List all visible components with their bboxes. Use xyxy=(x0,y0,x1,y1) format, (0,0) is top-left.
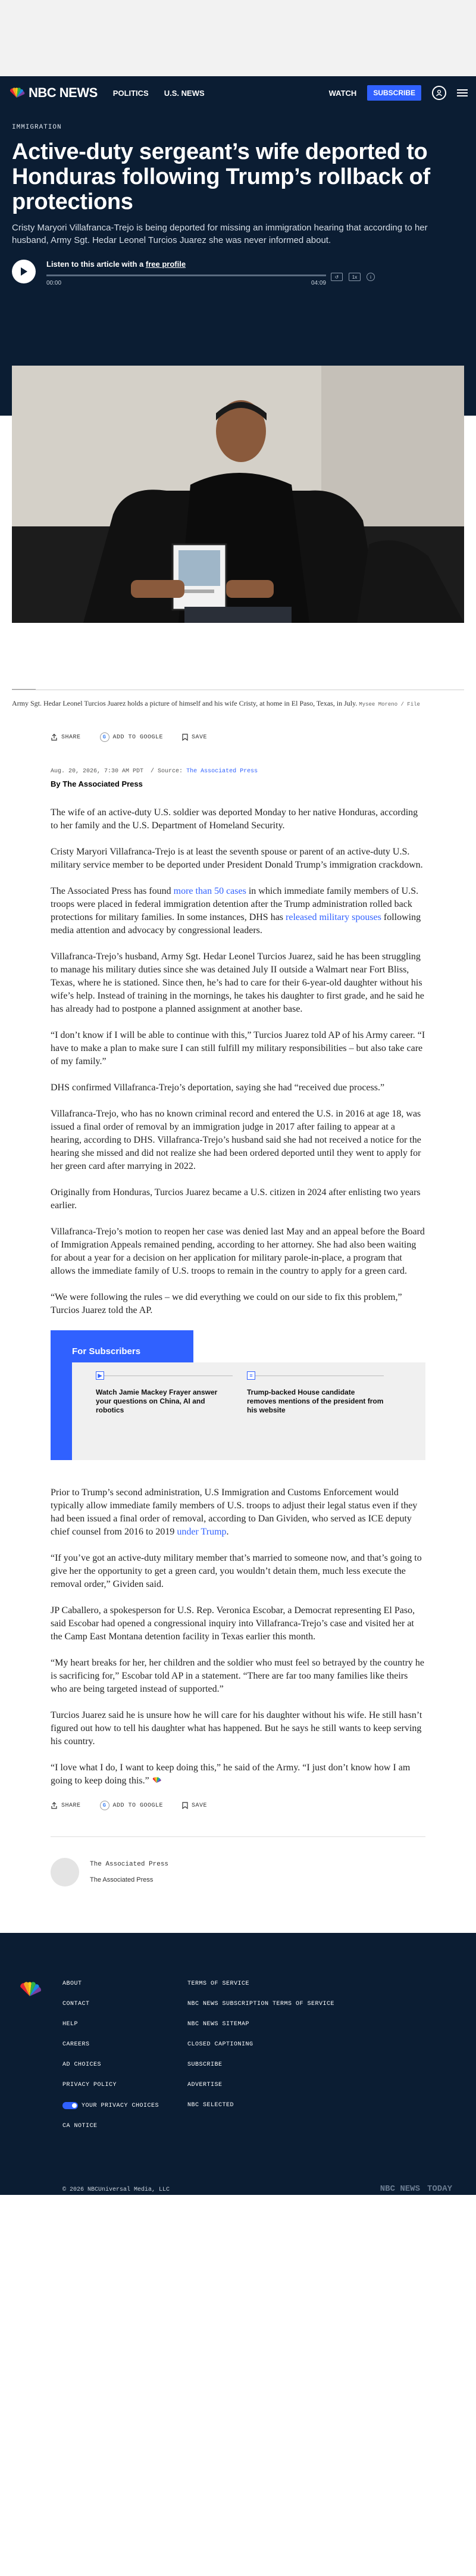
save-label: SAVE xyxy=(192,734,208,741)
paragraph xyxy=(51,1761,425,1788)
author-name[interactable]: The Associated Press xyxy=(90,1860,169,1868)
lead-photo xyxy=(12,366,464,623)
audio-times xyxy=(46,280,326,286)
google-icon: G xyxy=(100,732,109,742)
footer-column-2 xyxy=(187,1981,402,2143)
article-meta xyxy=(0,768,476,775)
paragraph: Originally from Honduras, Turcios Juarez became a U.S. citizen in 2024 after enlisting two years earlier. xyxy=(51,1187,421,1211)
play-icon xyxy=(20,267,28,276)
footer-link-subscribe[interactable]: SUBSCRIBE xyxy=(187,2062,223,2068)
article-hero xyxy=(0,110,476,416)
footer-brands xyxy=(380,2184,452,2194)
paragraph: Villafranca-Trejo’s husband, Army Sgt. Hedar Leonel Turcios Juarez, said he has been struggling to manage his military duties since she was detained July II outside a Walmart near Fort Bliss, Texas, where he is stationed. Since then, he’s had to care for their 6-year-old daughter without his wife’s help. Instead of training in the mornings, he takes his daughter to first grade, and he said he has already had to postpone a planned assignment at another base. xyxy=(51,952,424,1014)
privacy-choices-label: YOUR PRIVACY CHOICES xyxy=(82,2102,159,2109)
nav-politics[interactable]: POLITICS xyxy=(112,88,149,98)
add-to-google-button[interactable] xyxy=(100,1801,164,1810)
subscriber-card-title: Watch Jamie Mackey Frayer answer your questions on China, AI and robotics xyxy=(96,1388,218,1414)
more-than-50-cases-link[interactable]: more than 50 cases xyxy=(173,886,246,896)
footer-column-1 xyxy=(62,1981,187,2143)
share-bar-bottom xyxy=(0,1801,476,1810)
photo-illustration xyxy=(12,366,464,623)
paragraph-text: in which immediate family members of U.S. troops were placed in federal immigration detention after the Trump administration rolled back protections for military families. In some instances, DHS has xyxy=(51,886,419,922)
paragraph: Turcios Juarez said he is unsure how he will care for his daughter without his wife. He still hasn’t figured out how to tell his daughter what has happened. But he says he still wants to keep serving his country. xyxy=(51,1710,422,1747)
footer-links xyxy=(62,1981,476,2143)
paragraph-text: “I love what I do, I want to keep doing this,” he said of the Army. “I just don’t know how I am going to keep doing this.” xyxy=(51,1763,411,1786)
add-to-google-label: ADD TO GOOGLE xyxy=(112,1802,164,1809)
paragraph-text: . xyxy=(226,1527,229,1537)
subscriber-card[interactable] xyxy=(96,1372,233,1447)
under-trump-link[interactable]: under Trump xyxy=(177,1527,227,1537)
footer-link-closed-captioning[interactable]: CLOSED CAPTIONING xyxy=(187,2041,253,2048)
time-current: 00:00 xyxy=(46,280,62,286)
subscribers-cards xyxy=(72,1362,425,1460)
article-body-continued xyxy=(0,1486,476,1788)
paragraph xyxy=(51,885,425,937)
rewind-icon[interactable]: ↺ xyxy=(331,273,343,281)
avatar xyxy=(51,1858,79,1886)
time-total: 04:09 xyxy=(311,280,326,286)
footer-link-nbc-selected[interactable]: NBC SELECTED xyxy=(187,2102,234,2109)
for-subscribers-module xyxy=(51,1330,425,1460)
site-footer xyxy=(0,1933,476,2195)
info-icon[interactable]: i xyxy=(367,273,375,281)
footer-link-help[interactable]: HELP xyxy=(62,2021,79,2028)
peacock-icon xyxy=(8,88,25,98)
source-link[interactable]: The Associated Press xyxy=(186,768,258,775)
publish-date: Aug. 20, 2026, 7:30 AM PDT xyxy=(51,768,144,775)
article-dek: Cristy Maryori Villafranca-Trejo is being deported for missing an immigration hearing that according to her husband, Army Sgt. Hedar Leonel Turcios Juarez she was never informed about. xyxy=(12,223,428,245)
account-icon[interactable] xyxy=(432,86,446,100)
site-header xyxy=(0,76,476,110)
audio-player xyxy=(12,260,464,286)
photo-credit: Mysee Moreno / File xyxy=(359,701,420,707)
released-military-spouses-link[interactable]: released military spouses xyxy=(286,912,381,922)
audio-progress-bar[interactable] xyxy=(46,275,326,276)
subscriber-card[interactable] xyxy=(247,1372,384,1447)
footer-link-careers[interactable]: CAREERS xyxy=(62,2041,90,2048)
share-icon xyxy=(51,734,58,741)
paragraph: Villafranca-Trejo, who has no known criminal record and entered the U.S. in 2016 at age 18, was issued a final order of removal by an immigration judge in 2017 after failing to appear at a hearing, according to DHS. Villafranca-Trejo’s husband said she had not received a notice for the hearing she missed and did not realize she had been ordered deported until they went to apply for her green card after marrying in 2022. xyxy=(51,1109,421,1171)
header-actions xyxy=(329,85,468,101)
listen-prompt xyxy=(46,260,326,269)
peacock-logo-icon[interactable] xyxy=(18,1982,42,1997)
paragraph: Cristy Maryori Villafranca-Trejo is at least the seventh spouse or parent of an active-duty U.S. military service member to be deported under President Donald Trump’s immigration crackdown. xyxy=(51,847,423,870)
privacy-toggle-icon xyxy=(62,2102,78,2109)
author-box xyxy=(51,1836,425,1896)
watch-link[interactable]: WATCH xyxy=(328,88,357,98)
paragraph-text: The Associated Press has found xyxy=(51,886,174,896)
footer-link-sitemap[interactable]: NBC NEWS SITEMAP xyxy=(187,2021,250,2028)
footer-link-ca-notice[interactable]: CA NOTICE xyxy=(62,2123,98,2129)
google-icon: G xyxy=(100,1801,109,1810)
subscribe-button[interactable]: SUBSCRIBE xyxy=(367,85,421,101)
photo-caption xyxy=(12,690,464,710)
share-bar-top xyxy=(0,732,476,742)
player-controls xyxy=(331,273,375,281)
article-headline: Active-duty sergeant’s wife deported to Honduras following Trump’s rollback of protections xyxy=(12,139,430,214)
peacock-end-icon xyxy=(152,1777,161,1783)
article-category[interactable]: IMMIGRATION xyxy=(12,124,62,131)
menu-icon[interactable] xyxy=(457,88,468,98)
bookmark-icon xyxy=(182,734,188,741)
paragraph: “I don’t know if I will be able to continue with this,” Turcios Juarez told AP of his Army career. “I have to make a plan to make sure I can still fulfill my military responsibilities – but also take care of my family.” xyxy=(51,1030,425,1066)
paragraph: JP Caballero, a spokesperson for U.S. Rep. Veronica Escobar, a Democrat representing El Paso, said Escobar had opened a congressional inquiry into Villafranca-Trejo’s case and visited her at the Camp East Montana detention facility in Texas earlier this month. xyxy=(51,1605,415,1642)
speed-icon[interactable]: 1x xyxy=(349,273,361,281)
free-profile-link[interactable]: free profile xyxy=(145,260,186,269)
footer-link-about[interactable]: ABOUT xyxy=(62,1981,82,1987)
brand-nbc-news[interactable]: NBC NEWS xyxy=(380,2184,420,2194)
paragraph: “We were following the rules – we did everything we could on our side to fix this problem,” Turcios Juarez told the AP. xyxy=(51,1292,402,1315)
save-button[interactable] xyxy=(182,1802,207,1809)
paragraph xyxy=(51,1486,425,1539)
footer-link-privacy-policy[interactable]: PRIVACY POLICY xyxy=(62,2082,117,2088)
play-icon: ▶ xyxy=(96,1371,104,1380)
share-icon xyxy=(51,1802,58,1809)
source-prefix: / Source: xyxy=(151,768,183,775)
top-ad-strip xyxy=(0,0,476,76)
nav-us-news[interactable]: U.S. NEWS xyxy=(164,88,205,98)
listen-text: Listen to this article with a xyxy=(46,260,146,269)
author-affiliation: The Associated Press xyxy=(90,1876,154,1883)
caption-text: Army Sgt. Hedar Leonel Turcios Juarez holds a picture of himself and his wife Cristy, at home in El Paso, Texas, in July. xyxy=(12,699,358,707)
article-body xyxy=(0,806,476,1317)
footer-link-advertise[interactable]: ADVERTISE xyxy=(187,2082,223,2088)
bookmark-icon xyxy=(182,1802,188,1809)
footer-link-ad-choices[interactable]: AD CHOICES xyxy=(62,2062,102,2068)
share-button[interactable] xyxy=(51,734,81,741)
paragraph-text: following media attention and advocacy by congressional leaders. xyxy=(51,912,421,935)
player-body xyxy=(46,260,326,286)
caption-rule xyxy=(12,689,36,690)
primary-nav xyxy=(113,89,205,98)
share-label: SHARE xyxy=(61,1802,81,1809)
paragraph-text: Prior to Trump’s second administration, U.S Immigration and Customs Enforcement would typically allow immediate family members of U.S. troops to adjust their legal status even if they had been issued a final order of removal, according to Dan Gividen, who served as ICE deputy chief counsel from 2016 to 2019 xyxy=(51,1487,418,1537)
byline: By The Associated Press xyxy=(51,779,143,788)
add-to-google-button[interactable] xyxy=(100,732,164,742)
paragraph: The wife of an active-duty U.S. soldier was deported Monday to her native Honduras, according to her family and the U.S. Department of Homeland Security. xyxy=(51,807,418,831)
paragraph: “My heart breaks for her, her children and the soldier who must feel so betrayed by the country he is sacrificing for,” Escobar told AP in a statement. “There are far too many families like theirs who are being targeted instead of supported.” xyxy=(51,1658,425,1694)
paragraph: “If you’ve got an active-duty military member that’s married to someone now, and that’s going to give her the opportunity to get a green card, you wouldn’t detain them, much less execute the removal order,” Gividen said. xyxy=(51,1553,422,1589)
save-button[interactable] xyxy=(182,734,207,741)
subscribers-heading: For Subscribers xyxy=(51,1330,193,1372)
play-button[interactable] xyxy=(12,260,36,283)
photo-image xyxy=(12,366,464,623)
share-label: SHARE xyxy=(61,734,81,741)
paragraph: DHS confirmed Villafranca-Trejo’s deportation, saying she had “received due process.” xyxy=(51,1083,385,1093)
add-to-google-label: ADD TO GOOGLE xyxy=(112,734,164,741)
footer-link-subscription-terms[interactable]: NBC NEWS SUBSCRIPTION TERMS OF SERVICE xyxy=(187,2001,335,2007)
share-button[interactable] xyxy=(51,1802,81,1809)
paragraph: Villafranca-Trejo’s motion to reopen her case was denied last May and an appeal before the Board of Immigration Appeals remained pending, according to her attorney. She had also been waiting for about a year for a decision on her application for military parole-in-place, a program that allows the immediate family of U.S. troops to remain in the country to apply for a green card. xyxy=(51,1227,425,1276)
footer-link-privacy-choices[interactable] xyxy=(62,2102,187,2109)
save-label: SAVE xyxy=(192,1802,208,1809)
subscribers-accent xyxy=(51,1372,72,1460)
logo-text: NBC NEWS xyxy=(29,85,98,100)
copyright: © 2026 NBCUniversal Media, LLC xyxy=(62,2187,170,2193)
subscriber-card-title: Trump-backed House candidate removes mentions of the president from his website xyxy=(247,1388,384,1414)
footer-link-contact[interactable]: CONTACT xyxy=(62,2001,90,2007)
brand-today[interactable]: TODAY xyxy=(427,2184,452,2194)
footer-link-terms[interactable]: TERMS OF SERVICE xyxy=(187,1981,250,1987)
nbc-news-logo[interactable] xyxy=(8,85,98,101)
article-icon: ≡ xyxy=(247,1371,255,1380)
